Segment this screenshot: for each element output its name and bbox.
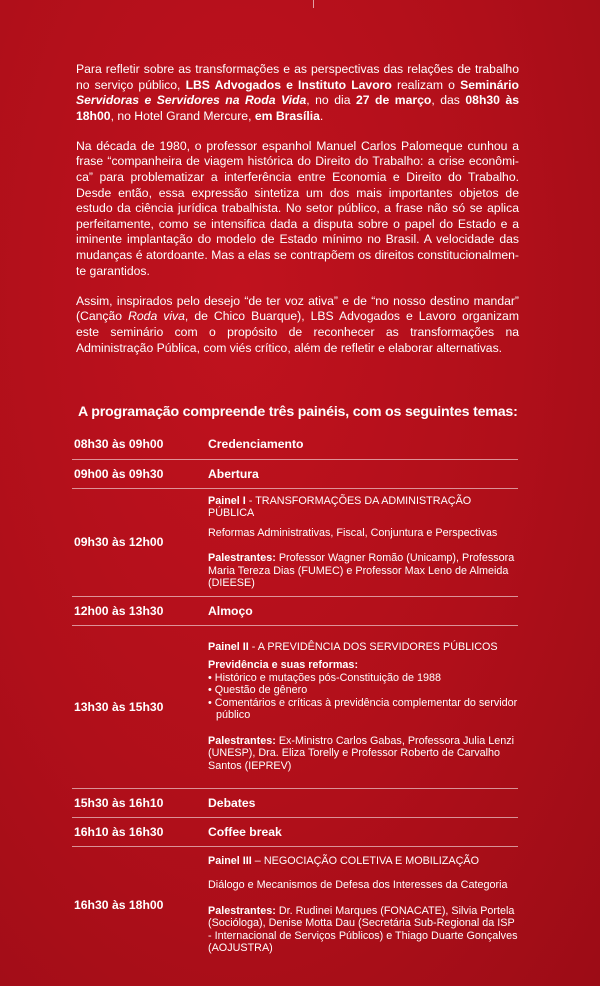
- panel-speakers: Palestrantes: Professor Wagner Romão (Unicamp), Professora Maria Tereza Dias (FUMEC) e Professor Max Leno de Almeida (DIEESE): [208, 552, 515, 589]
- schedule-row: [72, 625, 518, 788]
- row-time: 12h00 às 13h30: [72, 596, 204, 625]
- schedule-table: [72, 429, 518, 963]
- intro-paragraph-1: Para refletir sobre as transformações e as perspectivas das relações de trabalho no serviço público, LBS Advogados e Instituto Lavoro realizam o Seminário Servidoras e Servidores na Roda Vida, no dia 27 de março, das 08h30 às 18h00, no Hotel Grand Mercure, em Brasília.: [76, 62, 520, 123]
- panel-title: Painel I - TRANSFORMAÇÕES DA ADMINISTRAÇÃO PÚBLICA: [208, 494, 472, 519]
- intro-text: [76, 62, 519, 371]
- event-hours: 08h30 às 18h00: [76, 93, 520, 123]
- list-item: • Histórico e mutações pós-Constituição de 1988: [208, 671, 442, 684]
- panel-speakers: Palestrantes: Dr. Rudinei Marques (FONACATE), Silvia Portela (Socióloga), Denise Motta Dau (Secretária Sub-Regional da ISP - Internacional de Serviços Públicos) e Thiago Duarte Gonçalves (AOJUSTRA): [208, 904, 518, 955]
- panel-title: Painel II - A PREVIDÊNCIA DOS SERVIDORES PÚBLICOS: [208, 640, 498, 653]
- panel-subtitle: Diálogo e Mecanismos de Defesa dos Interesses da Categoria: [208, 879, 508, 892]
- list-item: • Questão de gênero: [208, 684, 308, 697]
- seminar-title: Servidoras e Servidores na Roda Vida: [76, 93, 307, 108]
- row-activity: Debates: [204, 788, 518, 817]
- row-activity: Coffee break: [204, 817, 518, 846]
- list-item: • Comentários e críticas à previdência complementar do servidor público: [208, 696, 518, 722]
- schedule-row: [72, 596, 518, 625]
- intro-paragraph-3: Assim, inspirados pelo desejo “de ter voz ativa” e de “no nosso destino mandar” (Canção Roda viva, de Chico Buarque), LBS Advogados e Lavoro organizam este seminário com o propósito de reconhecer as transformações na Administração Pública, com viés crítico, além de refletir e elaborar alternativas.: [76, 293, 519, 355]
- schedule-row: [72, 488, 518, 596]
- row-activity: Almoço: [204, 596, 518, 625]
- panel-title: Painel III – NEGOCIAÇÃO COLETIVA E MOBILIZAÇÃO: [208, 854, 480, 867]
- schedule-row: [72, 846, 518, 963]
- row-time: 09h30 às 12h00: [72, 488, 204, 596]
- event-city: em Brasília: [254, 108, 320, 123]
- row-time: 16h10 às 16h30: [72, 817, 204, 846]
- intro-paragraph-2: Na década de 1980, o professor espanhol Manuel Carlos Palomeque cunhou a frase “companheira de viagem histórica do Direito do Trabalho: a crise econômi-ca” para problematizar a interferência entre Economia e Direito do Trabalho. Desde então, essa expressão sintetiza um dos mais importantes objetos de estudo da ciência jurídica trabalhista. No setor público, a frase não só se aplica perfeitamente, como se intensifica dada a disputa sobre o papel do Estado e a iminente implantação do modelo de Estado mínimo no Brasil. A velocidade das mudanças é atordoante. Mas a elas se contrapõem os direitos constitucionalmen-te garantidos.: [76, 138, 519, 278]
- schedule-row: [72, 817, 518, 846]
- panel-3: [204, 846, 518, 963]
- row-time: 13h30 às 15h30: [72, 625, 204, 788]
- schedule-row: [72, 788, 518, 817]
- organizers: LBS Advogados e Instituto Lavoro: [185, 77, 392, 92]
- row-time: 16h30 às 18h00: [74, 897, 164, 912]
- schedule-heading: A programação compreende três painéis, com os seguintes temas:: [78, 404, 518, 420]
- panel-subtitle: Reformas Administrativas, Fiscal, Conjuntura e Perspectivas: [208, 526, 498, 539]
- row-activity: Credenciamento: [204, 429, 518, 459]
- schedule-row: [72, 429, 518, 459]
- panel-topics: Previdência e suas reformas: • Histórico e mutações pós-Constituição de 1988 • Questão de gênero • Comentários e críticas à previdência complementar do servidor público: [208, 659, 518, 722]
- panel-speakers: Palestrantes: Ex-Ministro Carlos Gabas, Professora Julia Lenzi (UNESP), Dra. Eliza Torelly e Professor Roberto de Carvalho Santos (IEPREV): [208, 734, 515, 772]
- panel-2: [204, 625, 518, 788]
- row-activity: Abertura: [204, 459, 518, 488]
- schedule-row: [72, 459, 518, 488]
- row-time: 15h30 às 16h10: [72, 788, 204, 817]
- event-date: 27 de março: [355, 93, 432, 108]
- row-time: 08h30 às 09h00: [72, 429, 204, 459]
- panel-1: [204, 488, 518, 596]
- top-divider: [313, 0, 314, 8]
- row-time: 09h00 às 09h30: [72, 459, 204, 488]
